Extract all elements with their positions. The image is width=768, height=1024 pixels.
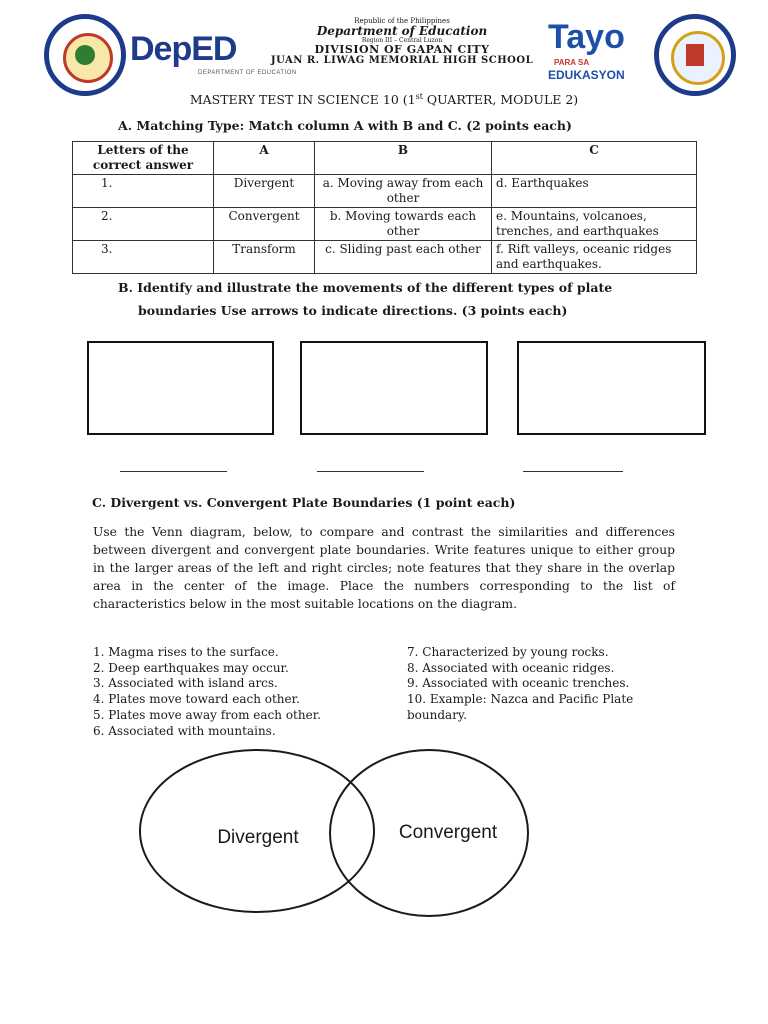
column-header: A	[214, 142, 315, 175]
list-item: 5. Plates move away from each other.	[93, 707, 321, 722]
answer-cell[interactable]: 3.	[73, 241, 214, 274]
answer-cell[interactable]: 2.	[73, 208, 214, 241]
department-text: Department of Education	[316, 24, 488, 39]
section-b-heading: B. Identify and illustrate the movements of the different types of plate	[118, 280, 613, 295]
venn-left-label: Divergent	[217, 827, 299, 848]
tayo-edukasyon: EDUKASYON	[548, 68, 625, 82]
list-item: 6. Associated with mountains.	[93, 723, 276, 738]
section-b-instruction: boundaries Use arrows to indicate directions. (3 points each)	[138, 303, 568, 318]
list-item: 10. Example: Nazca and Pacific Plate boundary.	[407, 692, 634, 722]
section-a-heading: A. Matching Type: Match column A with B and C. (2 points each)	[118, 118, 572, 133]
column-b-cell: b. Moving towards each other	[315, 208, 492, 241]
column-b-cell: c. Sliding past each other	[315, 241, 492, 274]
column-header: C	[492, 142, 697, 175]
tayo-logo: Tayo	[548, 18, 625, 56]
section-c-heading: C. Divergent vs. Convergent Plate Boundaries (1 point each)	[92, 495, 516, 510]
column-a-cell: Divergent	[214, 175, 315, 208]
answer-cell[interactable]: 1.	[73, 175, 214, 208]
deped-logo-subtitle: DEPARTMENT OF EDUCATION	[198, 70, 297, 76]
region-text: Region III – Central Luzon	[361, 36, 443, 44]
column-a-cell: Convergent	[214, 208, 315, 241]
column-header: Letters of the correct answer	[73, 142, 214, 175]
list-item: 4. Plates move toward each other.	[93, 692, 300, 707]
deped-logo: DepED	[130, 30, 237, 68]
school-name: JUAN R. LIWAG MEMORIAL HIGH SCHOOL	[270, 54, 534, 66]
column-b-cell: a. Moving away from each other	[315, 175, 492, 208]
column-c-cell: f. Rift valleys, oceanic ridges and earthquakes.	[492, 241, 697, 274]
list-item: 7. Characterized by young rocks.	[407, 645, 609, 659]
column-a-cell: Transform	[214, 241, 315, 274]
list-item: 1. Magma rises to the surface.	[93, 645, 279, 659]
list-item: 8. Associated with oceanic ridges.	[407, 660, 615, 675]
list-item: 2. Deep earthquakes may occur.	[93, 660, 289, 675]
section-c-instructions: Use the Venn diagram, below, to compare and contrast the similarities and differences between divergent and convergent plate boundaries. Write features unique to either group in the larger areas of the left and right circles; note features that they share in the overlap area in the center of the image. Place the numbers corresponding to the list of characteristics below in the most suitable locations on the diagram.	[93, 525, 675, 611]
venn-right-label: Convergent	[398, 822, 498, 843]
page-title: MASTERY TEST IN SCIENCE 10 (1st QUARTER, MODULE 2)	[189, 92, 579, 108]
column-header: B	[315, 142, 492, 175]
list-item: 3. Associated with island arcs.	[93, 676, 278, 691]
tayo-para-sa: PARA SA	[554, 58, 590, 67]
list-item: 9. Associated with oceanic trenches.	[407, 676, 630, 691]
republic-text: Republic of the Philippines	[354, 17, 450, 25]
column-c-cell: e. Mountains, volcanoes, trenches, and earthquakes	[492, 208, 697, 241]
column-c-cell: d. Earthquakes	[492, 175, 697, 208]
division-text: DIVISION OF GAPAN CITY	[314, 43, 490, 57]
